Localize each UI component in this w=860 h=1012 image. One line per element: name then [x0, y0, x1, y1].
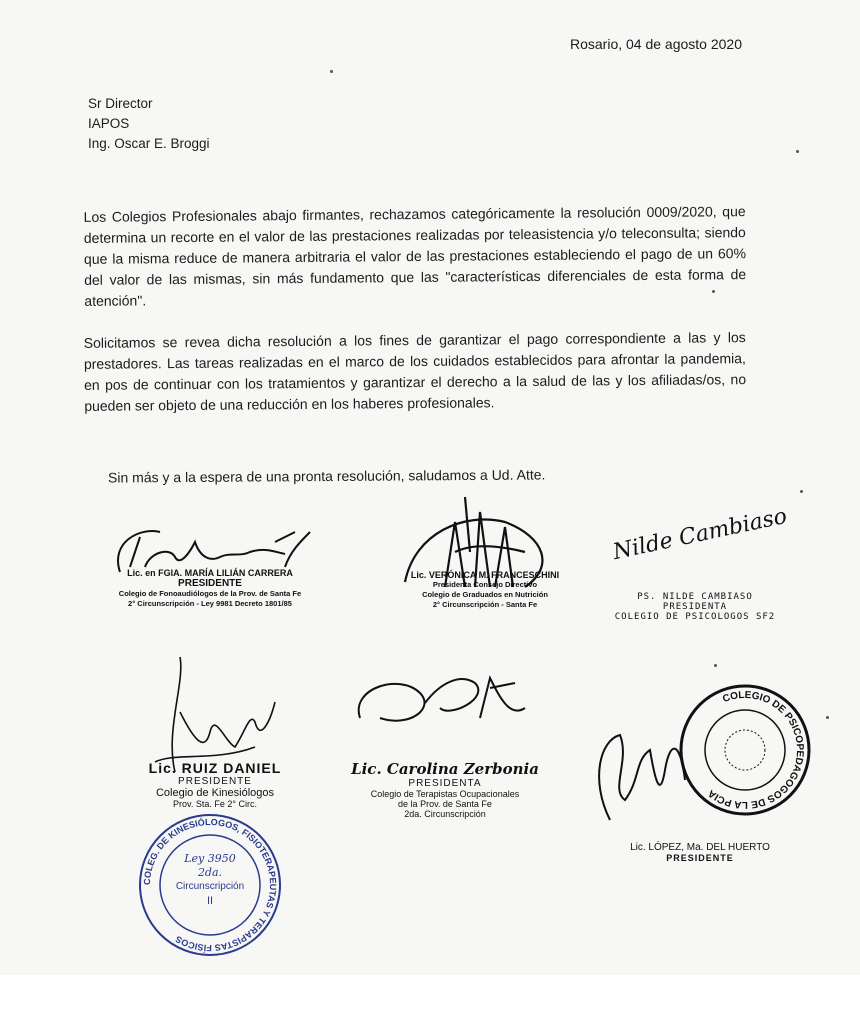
svg-text:COLEGIO DE PSICOPEDAGOGOS DE L [706, 690, 805, 810]
signatory-organization: Colegio de Kinesiólogos [155, 787, 275, 799]
kinesiology-seal-ring-text: COLEG. DE KINESIÓLOGOS, FISIOTERAPEUTAS Y TERAPISTAS FÍSICOS [141, 816, 279, 954]
addressee-name: Ing. Oscar E. Broggi [88, 136, 210, 151]
scan-speck [714, 664, 717, 667]
scan-speck [330, 70, 333, 73]
signatory-detail: 2° Circunscripción - Santa Fe [432, 600, 538, 609]
kinesiology-seal [135, 810, 285, 960]
seal-line: II [206, 895, 214, 907]
signatory-detail: 2° Circunscripción - Ley 9981 Decreto 1801/85 [128, 599, 292, 608]
psicopedagogos-seal-text: COLEGIO DE PSICOPEDAGOGOS DE LA PCIA [706, 689, 806, 811]
seal-line: 2da. [197, 866, 223, 879]
signatory-role: PRESIDENTE [666, 853, 734, 863]
scan-speck [796, 150, 799, 153]
signatory-organization: Colegio de Graduados en Nutrición [422, 590, 548, 599]
signatory-name: Lic. VERÓNICA M. FRANCESCHINI [410, 570, 560, 580]
closing-line: Sin más y a la espera de una pronta resolución, saludamos a Ud. Atte. [107, 466, 546, 486]
seal-line: Circunscripción [175, 881, 245, 892]
scan-speck [712, 290, 715, 293]
signatory-organization: COLEGIO DE PSICOLOGOS SF2 [614, 612, 776, 622]
body-paragraph-1: Los Colegios Profesionales abajo firmantes, rechazamos categóricamente la resolución 0009/2020, que determina un recorte en el valor de las prestaciones realizadas por teleasistencia y/o teleconsulta; siendo que la misma reduce de manera arbitraria el valor de las prestaciones estableciendo el pago de un 60% del valor de las mismas, sin más fundamento que las "características diferenciales de esta forma de atención". [83, 203, 747, 309]
letter-date: Rosario, 04 de agosto 2020 [569, 36, 742, 52]
signatory-role: Presidenta Consejo Directivo [432, 580, 538, 589]
signatory-role: PRESIDENTA [662, 602, 728, 612]
signatory-name: Lic. en FGIA. MARÍA LILIÁN CARRERA [127, 568, 293, 578]
body-paragraph-2: Solicitamos se revea dicha resolución a los fines de garantizar el pago correspondiente a las y los prestadores. Las tareas realizadas en el marco de los cuidados establecidos para afrontar la pandemia, en pos de continuar con los tratamientos y garantizar el derecho a la salud de las y los afiliadas/os, no pueden ser objeto de una reducción en los haberes profesionales. [83, 329, 747, 414]
scan-speck [800, 490, 803, 493]
scan-speck [826, 716, 829, 719]
signatory-organization: Colegio de Terapistas Ocupacionales [370, 789, 520, 799]
handwritten-signature-cambiaso: Nilde Cambiaso [610, 503, 790, 566]
signatory-name: Lic. Carolina Zerbonia [351, 760, 539, 778]
signatory-organization: Colegio de Fonoaudiólogos de la Prov. de Santa Fe [118, 589, 302, 598]
signature-block-psicopedagogos [580, 680, 820, 880]
seal-line: Ley 3950 [184, 852, 236, 865]
signatory-detail: de la Prov. de Santa Fe [398, 799, 492, 809]
signature-block-psicologos [585, 503, 805, 642]
signatory-role: PRESIDENTE [178, 578, 242, 589]
signatory-name: Lic. LÓPEZ, Ma. DEL HUERTO [630, 842, 770, 853]
signatory-role: PRESIDENTE [178, 776, 252, 787]
signatory-name: Lic. RUIZ DANIEL [148, 760, 282, 776]
addressee-title: Sr Director [88, 96, 153, 111]
signatory-detail: 2da. Circunscripción [404, 809, 486, 819]
signature-block-fonoaudiologia [100, 512, 320, 632]
addressee-organization: IAPOS [88, 116, 130, 131]
signatory-role: PRESIDENTA [408, 778, 482, 789]
signatory-detail: Prov. Sta. Fe 2° Circ. [173, 799, 257, 809]
psicopedagogos-seal [675, 680, 815, 820]
signatory-name: PS. NILDE CAMBIASO [637, 592, 753, 602]
signature-block-terapistas-ocupacionales [340, 648, 550, 828]
handwritten-signature-zerbonia [340, 648, 550, 748]
signature-block-nutricion [395, 492, 575, 632]
addressee-block [88, 94, 210, 154]
